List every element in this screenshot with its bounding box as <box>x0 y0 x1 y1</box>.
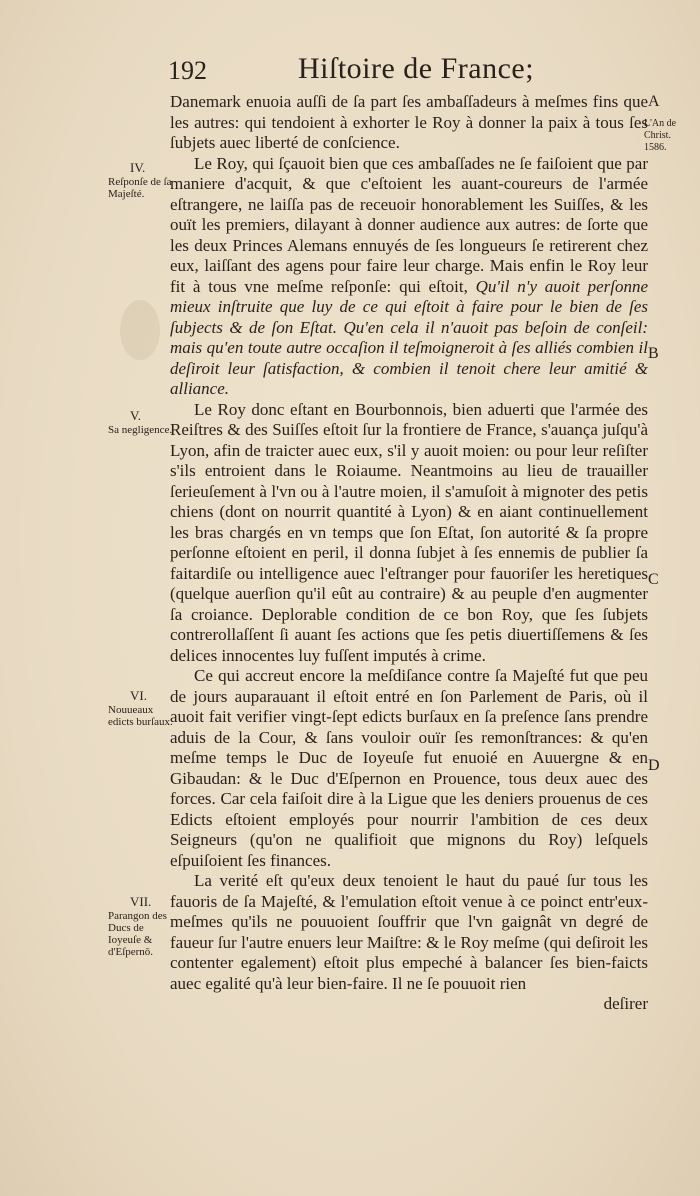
paragraph: Ce qui accreut encore la meſdiſance contre ſa Majeſté fut que peu de jours auparauant il eſtoit entré en ſon Parlement de Paris, où il auoit fait verifier vingt-ſept edicts burſaux en ſa preſence ſans prendre aduis de la Cour, & ſans vouloir ouïr ſes remonſtrances: & qu'en meſme temps le Duc de Ioyeuſe fut enuoié en Auuergne & en Gibaudan: & le Duc d'Eſpernon en Prouence, tous deux auec des forces. Car cela faiſoit dire à la Ligue que les deniers prouenus de ces Edicts eſtoient employés pour nourrir l'ambition de ces deux Seigneurs (qu'on ne qualifioit que mignons du Roy) leſquels eſpuiſoient ſes finances. <box>170 666 648 870</box>
margin-note-text: Parangon des Ducs de Ioyeuſe & d'Eſpernō. <box>108 910 167 958</box>
margin-note-vii <box>108 894 176 958</box>
paragraph-text: Le Roy, qui ſçauoit bien que ces ambaſſades ne ſe faiſoient que par maniere d'acquit, & que c'eſtoient les auant-coureurs de l'armée eſtrangere, ne laiſſa pas de receuoir honorablement les Suiſſes, & les ouït les premiers, dilayant à donner audience aux autres: de ſorte que les deux Princes Alemans ennuyés de ſes longueurs ſe retirerent chez eux, laiſſant des agens pour faire leur charge. Mais enfin le Roy leur fit à tous vne meſme reſponſe: qui eſtoit, <box>170 153 648 296</box>
paragraph-response <box>170 154 648 400</box>
section-letter-c: C <box>648 571 659 588</box>
section-letter-d: D <box>648 757 660 774</box>
paragraph: La verité eſt qu'eux deux tenoient le haut du paué ſur tous les fauoris de ſa Majeſté, & l'emulation eſtoit venue à ce poinct entr'eux-meſmes qu'ils ne pouuoient ſouffrir que l'vn gaignât vn degré de faueur ſur l'autre enuers leur Maiſtre: & le Roy meſme (qui deſiroit les contenter egalement) eſtoit plus empeché à balancer ſes bien-faicts auec egalité qu'à leur bien-faire. Il ne ſe pouuoit rien <box>170 871 648 993</box>
year-note-line: 1586. <box>644 142 667 153</box>
page-header <box>168 52 535 92</box>
margin-note-text: Reſponſe de ſa Majeſté. <box>108 176 172 200</box>
paragraph: Le Roy donc eſtant en Bourbonnois, bien aduerti que l'armée des Reiſtres & des Suiſſes eſtoit ſur la frontiere de France, s'auança juſqu'à Lyon, afin de traicter auec eux, s'il y auoit moien: ou pour leur reſiſter s'ils entroient dans le Roiaume. Neantmoins au lieu de trauailler ſerieuſement à l'vn ou à l'autre moien, il s'amuſoit à mignoter des petis chiens (dont on nourrit quantité à Lyon) & en aiant continuellement les bras chargés en vn temps que ſon Eſtat, ſon autorité & ſa propre perſonne eſtoient en peril, il donna ſubjet à ſes ennemis de publier ſa faitardiſe ou intelligence auec l'eſtranger pour fauoriſer les heretiques (quelque auerſion qu'il eût au contraire) & au peuple d'en augmenter ſa croiance. Deplorable condition de ce bon Roy, que ſes ſubjets contrerollaſſent ſi auant ſes actions que ſes petis diuertiſſemens & ſes delices innocentes luy fuſſent imputés à crime. <box>170 399 648 665</box>
year-margin-note <box>644 118 694 154</box>
margin-note-text: Sa negligence. <box>108 424 173 436</box>
margin-note-number: IV. <box>130 160 146 175</box>
section-letter-b: B <box>648 345 659 362</box>
margin-note-text: Nouueaux edicts burſaux. <box>108 704 173 728</box>
paragraph: Danemark enuoia auſſi de ſa part ſes ambaſſadeurs à meſmes fins que les autres: qui tendoient à exhorter le Roy à donner la paix à tous ſes ſubjets auec liberté de conſcience. <box>170 92 648 152</box>
margin-note-v <box>108 408 176 436</box>
year-note-line: Christ. <box>644 130 671 141</box>
margin-note-number: VI. <box>130 688 147 703</box>
italic-quote: Qu'il n'y auoit perſonne mieux inſtruite que luy de ce qui eſtoit à faire pour le bien de ſes ſubjects & de ſon Eſtat. Qu'en cela il n'auoit pas beſoin de conſeil: mais qu'en toute autre occaſion il teſmoigneroit à ſes alliés combien il deſiroit leur ſatisfaction, & combien il tenoit chere leur amitié & alliance. <box>170 276 648 398</box>
main-text-block <box>170 92 648 1015</box>
section-letter-a: A <box>648 93 660 110</box>
page-number: 192 <box>168 56 207 85</box>
margin-note-number: V. <box>130 408 141 423</box>
catchword: deſirer <box>603 994 648 1013</box>
margin-note-number: VII. <box>130 894 152 909</box>
margin-note-iv <box>108 160 176 200</box>
margin-note-vi <box>108 688 176 728</box>
year-note-line: L'An de <box>644 118 677 129</box>
paper-stain <box>120 300 160 360</box>
running-title: Hiſtoire de France; <box>298 52 535 85</box>
